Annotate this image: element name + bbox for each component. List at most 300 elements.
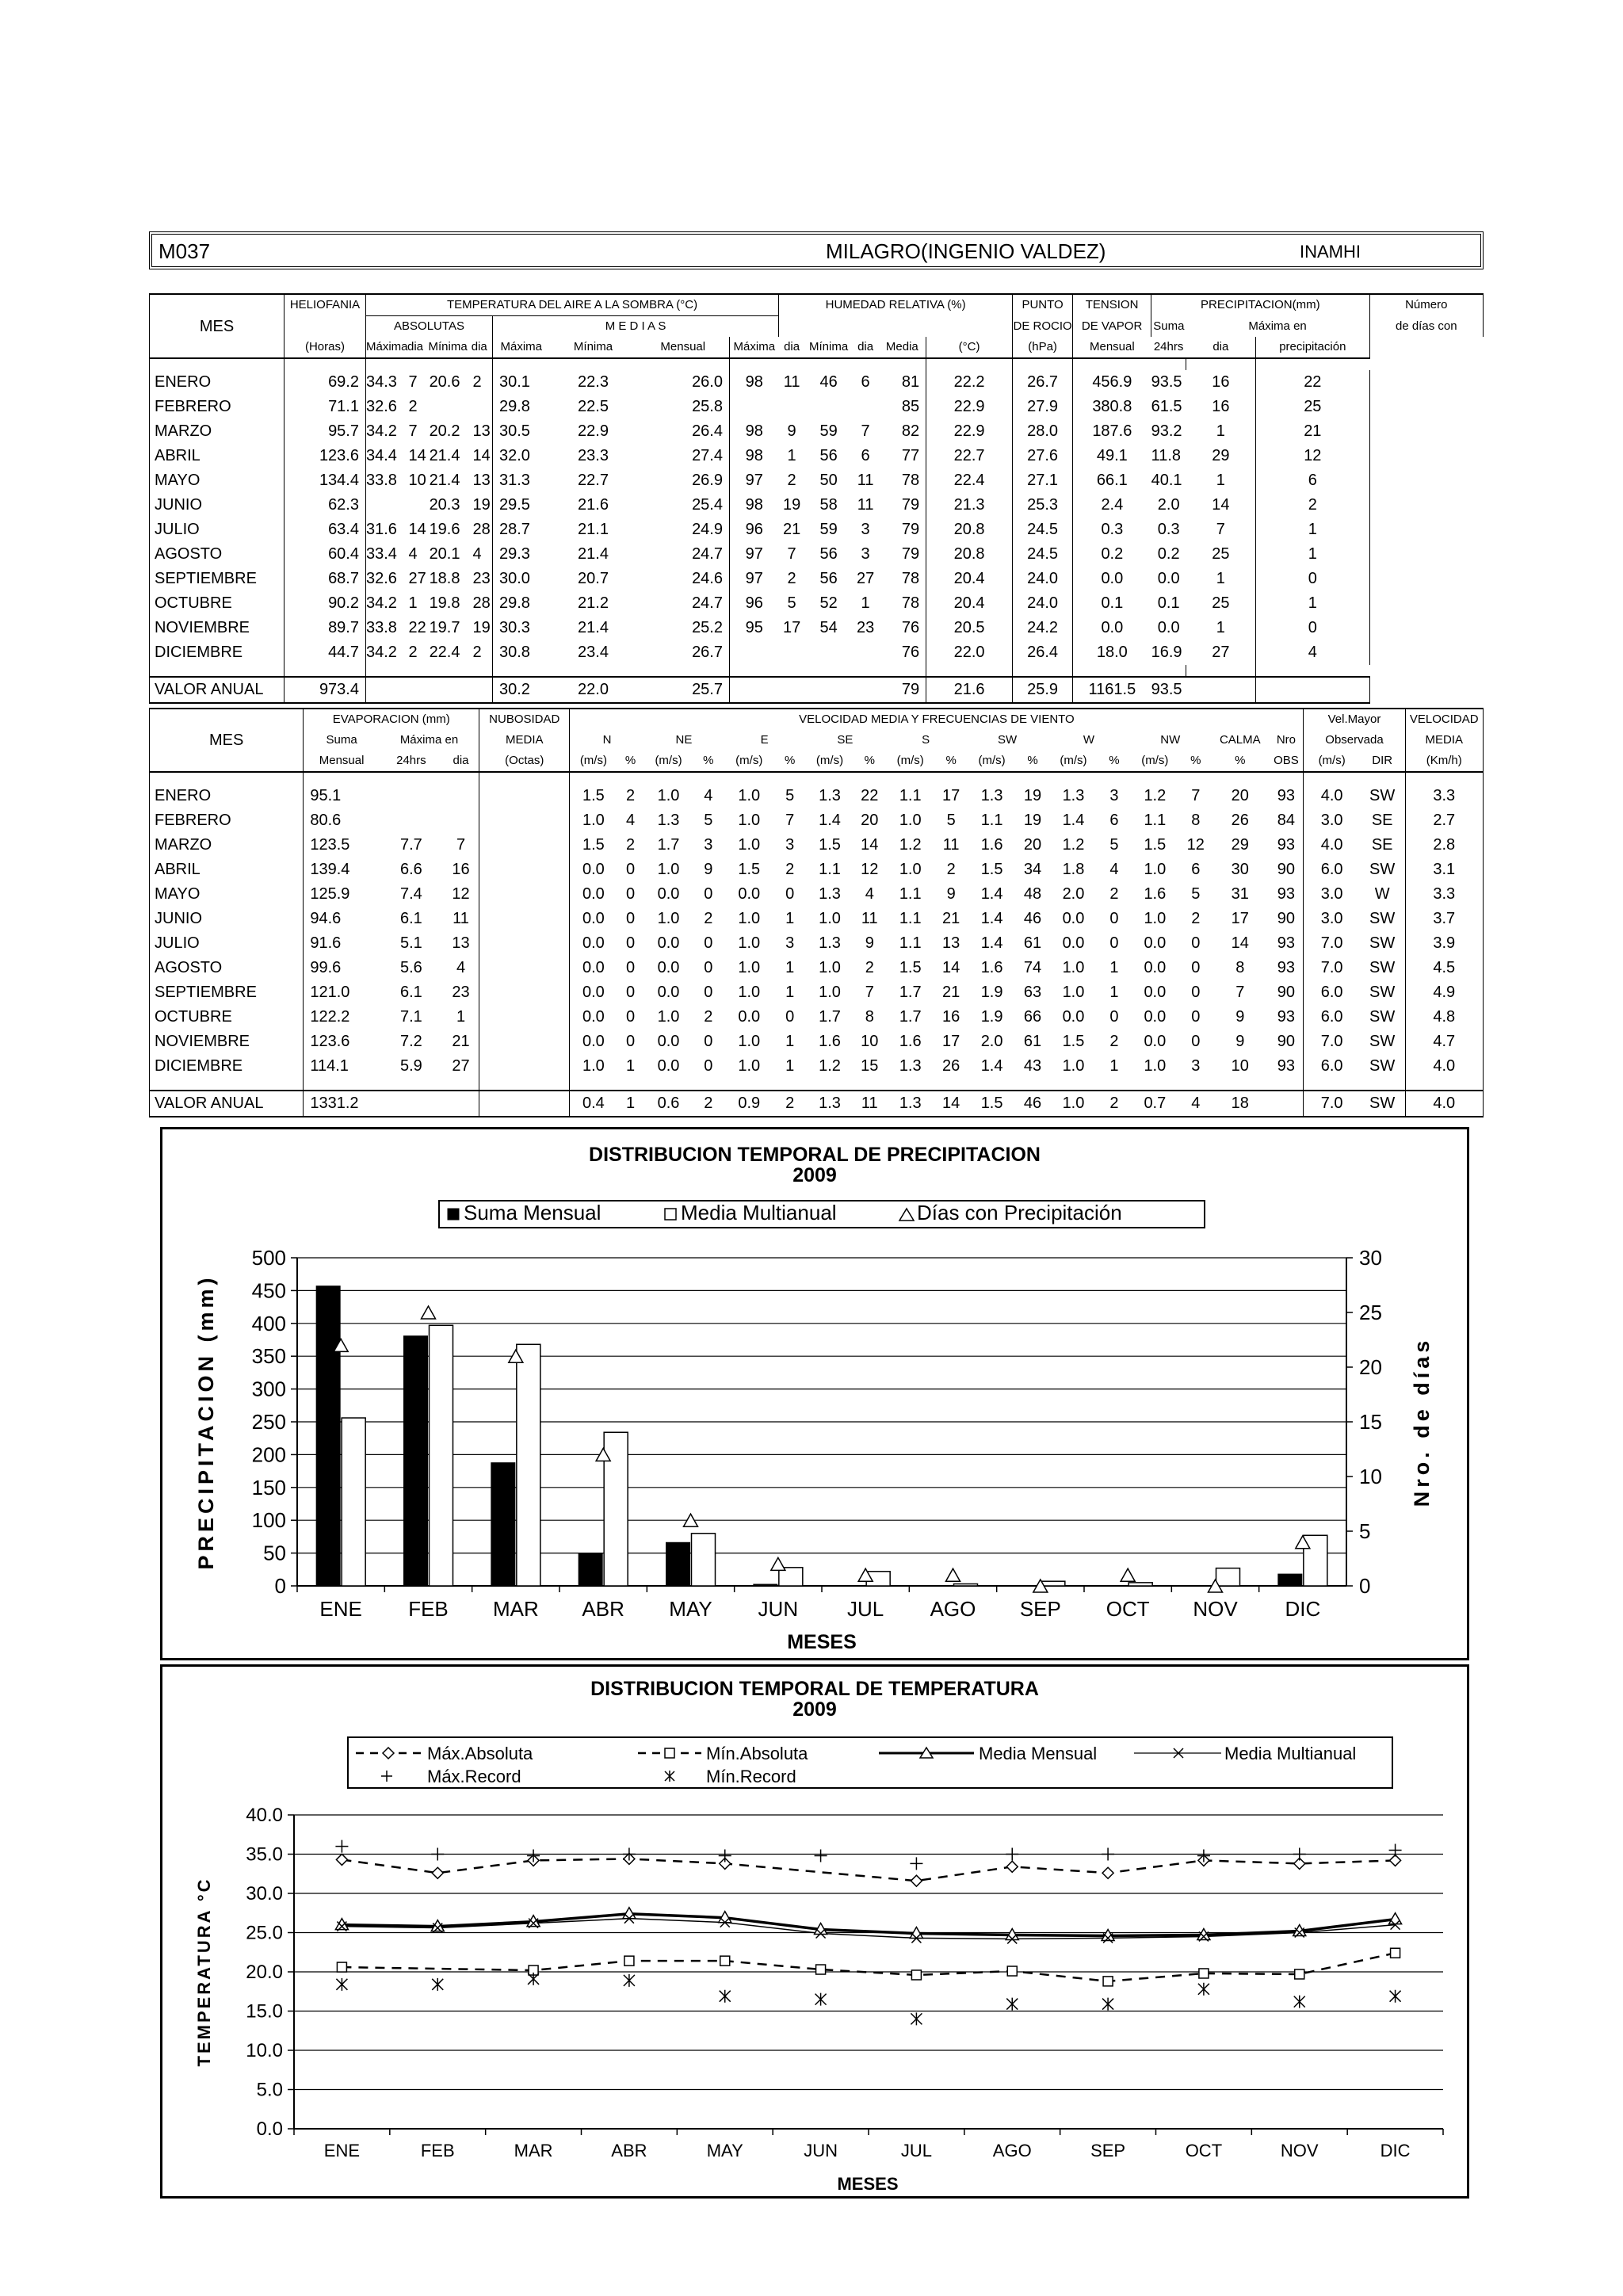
row-value: 17 xyxy=(942,787,960,804)
row-value: 0 xyxy=(1109,934,1119,952)
col-sub-ms: (m/s) xyxy=(1129,751,1180,772)
row-value: 97 xyxy=(730,567,779,591)
marker-max-absoluta xyxy=(336,1854,347,1865)
row-value: 23.3 xyxy=(578,447,609,464)
row-value: 25.8 xyxy=(692,398,723,415)
row-value: 2 xyxy=(472,373,482,391)
col-sub-pct: % xyxy=(1180,751,1211,772)
row-value: 1.5 xyxy=(1062,1033,1085,1050)
row-value: 0.0 xyxy=(570,1005,617,1030)
row-value xyxy=(805,640,853,665)
row-value: 1.2 xyxy=(819,1057,841,1075)
row-month: SEPTIEMBRE xyxy=(150,980,304,1005)
row-value: 0.0 xyxy=(570,858,617,882)
cell-empty xyxy=(1048,772,1098,784)
y-tick-label: 150 xyxy=(251,1475,286,1499)
row-value: 1.0 xyxy=(657,861,680,878)
row-month: ABRIL xyxy=(150,858,304,882)
marker-min-record xyxy=(1102,1998,1113,2011)
row-value: 6 xyxy=(861,447,870,464)
row-value xyxy=(479,808,570,833)
col-sub-media: Media xyxy=(879,337,926,358)
x-tick-label: NOV xyxy=(1193,1597,1238,1621)
row-value xyxy=(479,1030,570,1054)
cell-empty xyxy=(1304,772,1360,784)
row-value: 12 xyxy=(1256,444,1369,468)
row-value: 46 xyxy=(1018,1091,1048,1117)
row-value: 4 xyxy=(456,959,466,976)
row-value: 2 xyxy=(625,787,636,804)
table-row xyxy=(150,493,1484,518)
table-row xyxy=(150,468,1484,493)
table-row xyxy=(150,882,1484,907)
cell-empty xyxy=(805,358,853,370)
row-value: 50 xyxy=(819,472,838,489)
row-value: 139.4 xyxy=(304,858,380,882)
cell-empty xyxy=(730,358,779,370)
row-value: 91.6 xyxy=(304,931,380,956)
row-value: 0 xyxy=(704,984,713,1001)
row-value: 1.1 xyxy=(899,787,922,804)
marker-max-record xyxy=(910,1857,922,1870)
row-value: SW xyxy=(1360,1091,1405,1117)
cell-empty xyxy=(1405,772,1484,784)
marker-min-record xyxy=(1198,1983,1209,1996)
row-value: 19 xyxy=(1023,812,1042,829)
row-value: 33.4 xyxy=(366,542,403,567)
table-row xyxy=(150,931,1484,956)
legend-swatch-suma xyxy=(448,1209,459,1220)
row-value: 27 xyxy=(408,570,426,587)
row-value: 973.4 xyxy=(285,677,366,703)
row-value: 0 xyxy=(704,959,713,976)
marker-max-absoluta xyxy=(1006,1861,1018,1872)
marker-min-absoluta xyxy=(816,1965,826,1974)
row-value: 23 xyxy=(472,570,491,587)
row-month: FEBRERO xyxy=(150,808,304,833)
row-month: DICIEMBRE xyxy=(150,1054,304,1079)
col-tension-vapor-2: DE VAPOR xyxy=(1073,316,1151,338)
row-value: 1.5 xyxy=(738,861,761,878)
row-value: 28.0 xyxy=(1013,419,1073,444)
cell-empty xyxy=(479,1079,570,1091)
y-tick-label: 30.0 xyxy=(246,1883,283,1904)
row-value: 30.2 xyxy=(493,677,550,703)
cell-empty xyxy=(967,772,1018,784)
row-value: 4.0 xyxy=(1304,784,1360,808)
col-evaporacion: EVAPORACION (mm) xyxy=(304,709,479,730)
row-value: 20 xyxy=(1023,836,1042,854)
cell-empty xyxy=(493,665,550,677)
cell-empty xyxy=(570,772,617,784)
row-value: 6 xyxy=(1109,812,1119,829)
marker-max-absoluta xyxy=(1102,1867,1113,1878)
cell-empty xyxy=(570,1079,617,1091)
row-month: MARZO xyxy=(150,419,285,444)
row-value: 3.9 xyxy=(1405,931,1484,956)
row-month: OCTUBRE xyxy=(150,591,285,616)
row-value: 21 xyxy=(1256,419,1369,444)
cell-empty xyxy=(550,665,637,677)
row-value xyxy=(479,956,570,980)
col-sub-pct: % xyxy=(854,751,885,772)
line-min-absoluta xyxy=(342,1953,1395,1981)
row-value: 6 xyxy=(1256,468,1369,493)
row-value: 4 xyxy=(865,885,874,903)
row-value: 1.4 xyxy=(980,885,1003,903)
cell-empty xyxy=(1098,772,1129,784)
cell-empty xyxy=(853,358,879,370)
y-axis-label: TEMPERATURA °C xyxy=(194,1877,214,2067)
row-value: 1.4 xyxy=(819,812,841,829)
row-value: 1.1 xyxy=(819,861,841,878)
cell-empty xyxy=(366,358,403,370)
col-sub-maxima: Máxima xyxy=(366,337,403,358)
row-value xyxy=(479,833,570,858)
cell-empty xyxy=(644,1079,693,1091)
bar-media-multianual xyxy=(517,1344,540,1586)
cell-empty xyxy=(1098,1079,1129,1091)
row-value: 14 xyxy=(1212,496,1230,514)
row-value: 0.0 xyxy=(1144,959,1167,976)
row-value: 1331.2 xyxy=(304,1091,380,1117)
row-value xyxy=(403,677,429,703)
cell-empty xyxy=(724,1079,774,1091)
station-header xyxy=(149,231,1484,269)
row-value: 96 xyxy=(730,518,779,542)
row-value: 0 xyxy=(1191,934,1201,952)
cell-empty xyxy=(885,1079,936,1091)
row-value: 0.0 xyxy=(1144,934,1167,952)
row-value: 95 xyxy=(730,616,779,640)
row-value: 8 xyxy=(1191,812,1201,829)
row-value: 1.0 xyxy=(738,984,761,1001)
cell-empty xyxy=(493,358,550,370)
row-value: 22.5 xyxy=(578,398,609,415)
row-value: 26.7 xyxy=(692,644,723,661)
marker-min-absoluta xyxy=(1103,1977,1113,1986)
row-value: 98 xyxy=(730,419,779,444)
row-value: 2 xyxy=(774,1091,805,1117)
row-value xyxy=(853,677,879,703)
row-value: 34.2 xyxy=(366,640,403,665)
row-value: 19.6 xyxy=(429,521,460,538)
row-value: 21.4 xyxy=(578,619,609,636)
row-month: ABRIL xyxy=(150,444,285,468)
row-value: 33.8 xyxy=(366,468,403,493)
row-value: 3 xyxy=(704,836,713,854)
row-value: 0.0 xyxy=(657,934,680,952)
row-value: 1 xyxy=(1109,959,1119,976)
cell-empty xyxy=(779,665,805,677)
row-value: 7.7 xyxy=(399,836,422,854)
y-tick-label: 50 xyxy=(263,1541,286,1565)
chart-subtitle: 2009 xyxy=(792,1164,837,1186)
col-punto-rocio-2: DE ROCIO xyxy=(1013,316,1073,338)
row-value: 4.0 xyxy=(1405,1091,1484,1117)
row-value: 6.0 xyxy=(1304,858,1360,882)
row-value: 8 xyxy=(865,1008,874,1026)
cell-empty xyxy=(366,665,403,677)
marker-min-record xyxy=(1390,1990,1401,2003)
row-value: 15 xyxy=(861,1057,879,1075)
y-tick-label: 350 xyxy=(251,1344,286,1369)
row-value xyxy=(467,395,493,419)
row-month: VALOR ANUAL xyxy=(150,677,285,703)
row-value: 32.6 xyxy=(366,395,403,419)
row-value: 3.0 xyxy=(1304,907,1360,931)
cell-empty xyxy=(1048,1079,1098,1091)
x-tick-label: JUN xyxy=(804,2141,838,2160)
row-value: 48 xyxy=(1023,885,1042,903)
row-value: 2.8 xyxy=(1405,833,1484,858)
row-month: JULIO xyxy=(150,518,285,542)
col-sub-ms: (m/s) xyxy=(724,751,774,772)
row-value: 1 xyxy=(456,1008,466,1026)
col-suma: Suma xyxy=(1151,316,1186,338)
row-value: 98 xyxy=(730,370,779,395)
row-value: 1.3 xyxy=(657,812,680,829)
row-value: 1161.5 xyxy=(1073,677,1151,703)
row-value: 27 xyxy=(1212,644,1230,661)
row-value: 0.0 xyxy=(1062,910,1085,927)
cell-empty xyxy=(854,772,885,784)
row-value: 0 xyxy=(704,1057,713,1075)
col-sub-pct: % xyxy=(693,751,724,772)
row-value: 20.1 xyxy=(429,545,460,563)
row-value: 20 xyxy=(1231,787,1249,804)
row-value: 85 xyxy=(901,398,920,415)
row-value: 1.5 xyxy=(570,784,617,808)
row-value: 1 xyxy=(1256,518,1369,542)
y-tick-label: 35.0 xyxy=(246,1843,283,1866)
row-value: 76 xyxy=(901,619,920,636)
row-value xyxy=(366,677,403,703)
row-value: 93 xyxy=(1277,1008,1296,1026)
x-tick-label: ABR xyxy=(611,2141,647,2160)
marker-max-record xyxy=(431,1848,444,1861)
col-dir: N xyxy=(570,730,644,751)
row-value: 0.1 xyxy=(1157,594,1180,612)
row-value: 93 xyxy=(1277,1057,1296,1075)
legend-label: Máx.Record xyxy=(427,1767,521,1786)
row-value: 4 xyxy=(1180,1091,1211,1117)
row-value: 1.3 xyxy=(1062,787,1085,804)
cell-empty xyxy=(1211,1079,1269,1091)
row-value: 1.0 xyxy=(899,812,922,829)
row-value: 21.6 xyxy=(578,496,609,514)
row-value: 5 xyxy=(704,812,713,829)
marker-min-record xyxy=(528,1973,539,1985)
marker-max-absoluta xyxy=(911,1875,922,1886)
row-value xyxy=(730,677,779,703)
row-value: 31 xyxy=(1231,885,1249,903)
row-value: 21 xyxy=(942,984,960,1001)
y-axis-label: PRECIPITACION (mm) xyxy=(194,1274,218,1570)
col-sub-h24: 24hrs xyxy=(1151,337,1186,358)
row-value: 7.0 xyxy=(1304,956,1360,980)
row-value: 98 xyxy=(730,493,779,518)
row-value: 0 xyxy=(1109,910,1119,927)
row-value: 1.1 xyxy=(1144,812,1167,829)
row-value: 1 xyxy=(787,447,796,464)
row-value: 98 xyxy=(730,444,779,468)
row-month: OCTUBRE xyxy=(150,1005,304,1030)
row-value: 3.1 xyxy=(1405,858,1484,882)
row-value: 24.9 xyxy=(692,521,723,538)
row-value: 1 xyxy=(1216,472,1225,489)
row-value: 24.6 xyxy=(692,570,723,587)
row-value: 7.0 xyxy=(1304,1030,1360,1054)
temperature-chart-box xyxy=(160,1664,1469,2199)
row-value: 30.3 xyxy=(493,616,550,640)
climate-table-1 xyxy=(149,293,1484,704)
row-value: 34 xyxy=(1023,861,1042,878)
row-value xyxy=(467,677,493,703)
row-value: 1.0 xyxy=(738,812,761,829)
row-value: 0.0 xyxy=(570,1030,617,1054)
row-value: 0.0 xyxy=(657,1057,680,1075)
cell-empty xyxy=(403,665,429,677)
row-value: 1.0 xyxy=(1144,861,1167,878)
marker-max-record xyxy=(1102,1848,1114,1861)
row-value: 1 xyxy=(785,1033,795,1050)
cell-empty xyxy=(644,772,693,784)
row-value: 17 xyxy=(782,619,801,636)
col-sub-dia: dia xyxy=(403,337,429,358)
row-value: 22.9 xyxy=(926,395,1013,419)
row-value: 7 xyxy=(408,373,418,391)
row-month: JULIO xyxy=(150,931,304,956)
row-value: 26.4 xyxy=(1013,640,1073,665)
row-value: 19 xyxy=(782,496,801,514)
row-value: 1.4 xyxy=(1062,812,1085,829)
row-value: 4 xyxy=(408,545,418,563)
row-value: 32.0 xyxy=(493,444,550,468)
row-value: 2.7 xyxy=(1405,808,1484,833)
row-value: 22.2 xyxy=(926,370,1013,395)
row-value xyxy=(479,882,570,907)
row-value: 7.2 xyxy=(399,1033,422,1050)
row-value: 21.2 xyxy=(578,594,609,612)
col-sub-tension3: (hPa) xyxy=(1013,337,1073,358)
row-value: 4 xyxy=(1109,861,1119,878)
bar-media-multianual xyxy=(1041,1581,1065,1586)
row-value: 0.0 xyxy=(570,980,617,1005)
row-value: 9 xyxy=(865,934,874,952)
row-value: 0.0 xyxy=(657,959,680,976)
row-value: 16.9 xyxy=(1151,644,1182,661)
row-value: 1.2 xyxy=(1144,787,1167,804)
cell-empty xyxy=(1018,1079,1048,1091)
row-value xyxy=(380,784,443,808)
row-value: 23 xyxy=(856,619,875,636)
table-row xyxy=(150,858,1484,882)
row-value: 10 xyxy=(1231,1057,1249,1075)
marker-min-absoluta xyxy=(337,1962,346,1972)
row-value: 1.9 xyxy=(980,1008,1003,1026)
x-tick-label: DIC xyxy=(1285,1597,1321,1621)
row-value: 1.0 xyxy=(819,910,841,927)
col-sub-ms: (m/s) xyxy=(644,751,693,772)
col-suma: Suma xyxy=(304,730,380,751)
row-value: 6.1 xyxy=(399,910,422,927)
bar-suma-mensual xyxy=(579,1553,602,1586)
row-value: 1.7 xyxy=(819,1008,841,1026)
row-value: 19.8 xyxy=(429,594,460,612)
row-value: 14 xyxy=(1231,934,1249,952)
row-value: 30 xyxy=(1231,861,1249,878)
row-value: 27.6 xyxy=(1013,444,1073,468)
row-value: 3 xyxy=(785,934,795,952)
row-value: 2.0 xyxy=(980,1033,1003,1050)
row-value: 94.6 xyxy=(304,907,380,931)
col-sub-ms: (m/s) xyxy=(885,751,936,772)
row-value xyxy=(805,395,853,419)
col-nubosidad-2: MEDIA xyxy=(479,730,570,751)
precipitation-chart xyxy=(162,1129,1467,1658)
col-heliofania: HELIOFANIA xyxy=(285,294,366,316)
row-value: 6 xyxy=(861,373,870,391)
cell-empty xyxy=(150,665,285,677)
row-value: 44.7 xyxy=(285,640,366,665)
cell-empty xyxy=(774,1079,805,1091)
row-month: ENERO xyxy=(150,370,285,395)
col-medias: M E D I A S xyxy=(493,316,779,338)
row-value: 26 xyxy=(1231,812,1249,829)
row-value: SW xyxy=(1369,787,1396,804)
row-month: JUNIO xyxy=(150,493,285,518)
x-tick-label: DIC xyxy=(1380,2141,1411,2160)
row-value xyxy=(479,1091,570,1117)
col-velocidad-2: MEDIA xyxy=(1405,730,1484,751)
x-tick-label: FEB xyxy=(420,2141,455,2160)
marker-min-record xyxy=(336,1978,347,1991)
marker-min-record xyxy=(815,1993,827,2006)
cell-empty xyxy=(150,1079,304,1091)
x-tick-label: MAR xyxy=(492,1597,539,1621)
row-value: 1.0 xyxy=(1144,910,1167,927)
marker-max-absoluta xyxy=(432,1867,443,1878)
row-value xyxy=(479,907,570,931)
row-value: 1.6 xyxy=(1144,885,1167,903)
row-value: 2.0 xyxy=(1062,885,1085,903)
row-value: 4.0 xyxy=(1405,1054,1484,1079)
cell-empty xyxy=(926,665,1013,677)
row-value: 114.1 xyxy=(304,1054,380,1079)
row-value xyxy=(479,980,570,1005)
row-value: SW xyxy=(1369,984,1396,1001)
row-value: 59 xyxy=(819,521,838,538)
row-value: 7.1 xyxy=(399,1008,422,1026)
cell-empty xyxy=(779,316,1013,338)
row-month: NOVIEMBRE xyxy=(150,1030,304,1054)
row-value: 46 xyxy=(819,373,838,391)
cell-empty xyxy=(805,665,853,677)
row-value: 4.5 xyxy=(1405,956,1484,980)
row-value: 0 xyxy=(625,934,636,952)
row-value: 24.0 xyxy=(1013,567,1073,591)
row-value: 77 xyxy=(901,447,920,464)
row-value: 21 xyxy=(452,1033,470,1050)
row-value: 21.4 xyxy=(429,472,460,489)
col-sub-maxima: Máxima xyxy=(730,337,779,358)
table-row xyxy=(150,907,1484,931)
legend-label: Días con Precipitación xyxy=(917,1201,1122,1224)
row-value: 14 xyxy=(408,521,426,538)
cell-empty xyxy=(1269,772,1304,784)
table-row xyxy=(150,419,1484,444)
